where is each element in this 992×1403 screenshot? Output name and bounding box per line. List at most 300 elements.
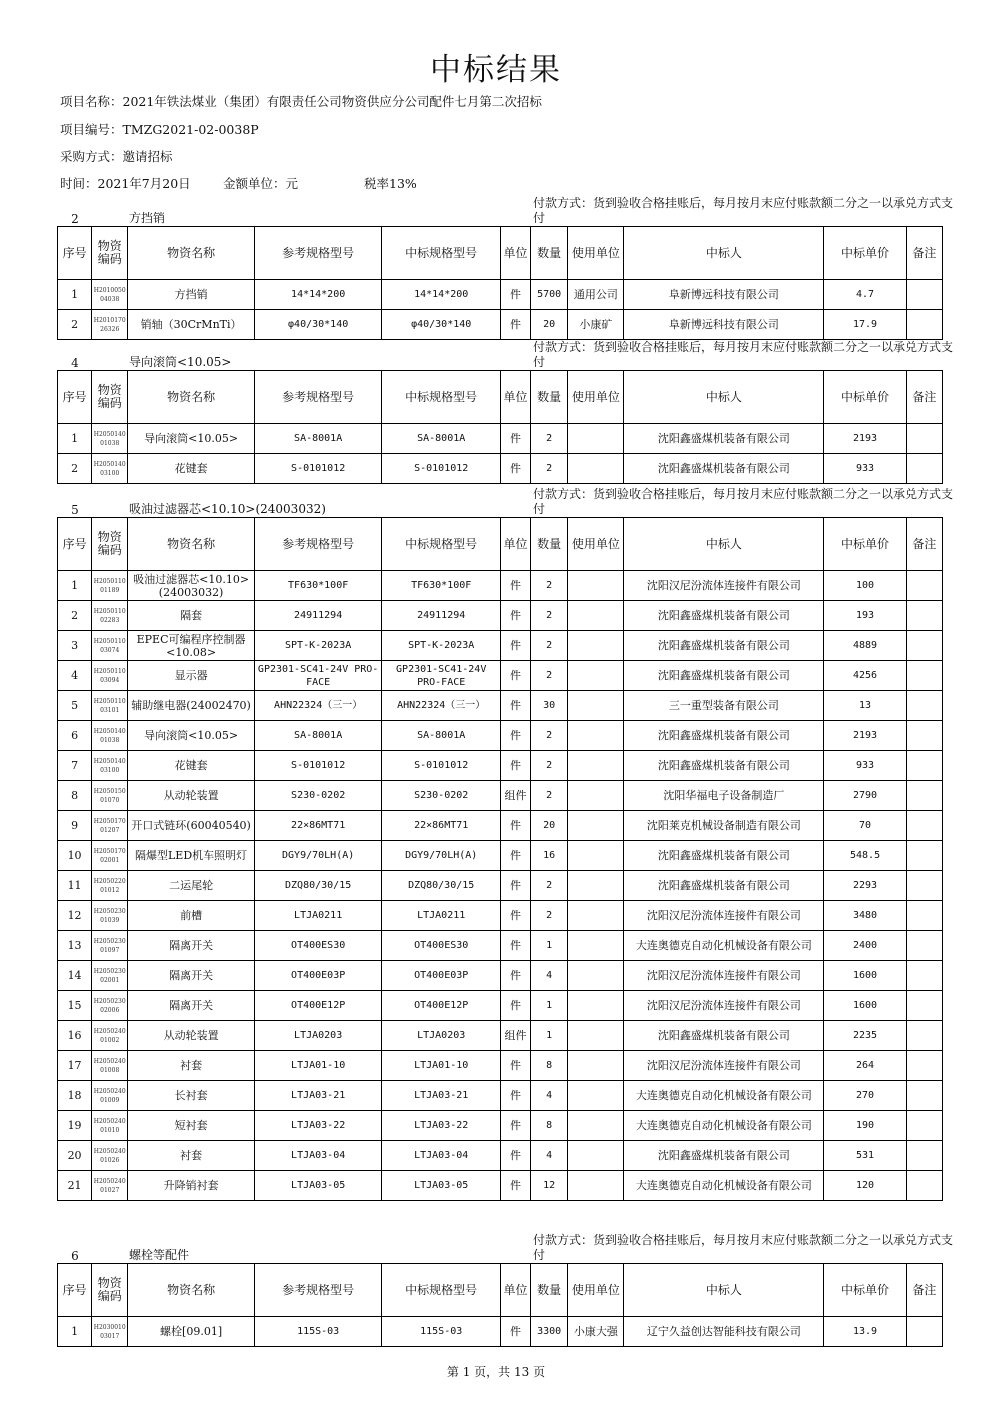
- cell-ref: DZQ80/30/15: [254, 871, 382, 901]
- cell-winner: 沈阳鑫盛煤机装备有限公司: [624, 871, 824, 901]
- cell-price: 1600: [824, 991, 906, 1021]
- cell-ref: φ40/30*140: [254, 310, 382, 340]
- payment-terms: 付款方式：货到验收合格挂账后，每月按月末应付账款额二分之一以承兑方式支付: [533, 340, 954, 369]
- cell-user: [568, 601, 624, 631]
- cell-winner: 沈阳鑫盛煤机装备有限公司: [624, 751, 824, 781]
- cell-price: 548.5: [824, 841, 906, 871]
- cell-seq: 19: [58, 1111, 92, 1141]
- cell-winner: 沈阳鑫盛煤机装备有限公司: [624, 454, 824, 484]
- cell-qty: 2: [531, 601, 568, 631]
- column-header-note: 备注: [906, 371, 942, 424]
- column-header-price: 中标单价: [824, 1264, 906, 1317]
- cell-unit: 件: [500, 280, 530, 310]
- cell-unit: 件: [500, 721, 530, 751]
- column-header-spec: 中标规格型号: [382, 1264, 501, 1317]
- cell-note: [906, 691, 942, 721]
- cell-spec: SA-8001A: [382, 424, 501, 454]
- cell-note: [906, 991, 942, 1021]
- cell-seq: 18: [58, 1081, 92, 1111]
- cell-winner: 沈阳鑫盛煤机装备有限公司: [624, 424, 824, 454]
- cell-name: 辅助继电器(24002470): [128, 691, 255, 721]
- cell-spec: LTJA03-05: [382, 1171, 501, 1201]
- cell-spec: LTJA03-04: [382, 1141, 501, 1171]
- cell-price: 2400: [824, 931, 906, 961]
- table-row: [58, 1171, 943, 1201]
- column-header-winner: 中标人: [624, 371, 824, 424]
- cell-unit: 件: [500, 310, 530, 340]
- cell-spec: LTJA03-22: [382, 1111, 501, 1141]
- cell-price: 70: [824, 811, 906, 841]
- table-row: [58, 991, 943, 1021]
- cell-name: 隔离开关: [128, 991, 255, 1021]
- cell-name: 开口式链环(60040540): [128, 811, 255, 841]
- tax-rate: 税率13%: [364, 176, 417, 191]
- table-row: [58, 751, 943, 781]
- cell-name: 导向滚筒<10.05>: [128, 721, 255, 751]
- cell-seq: 6: [58, 721, 92, 751]
- cell-note: [906, 424, 942, 454]
- cell-user: [568, 991, 624, 1021]
- cell-seq: 2: [58, 454, 92, 484]
- cell-note: [906, 661, 942, 691]
- cell-name: 隔爆型LED机车照明灯: [128, 841, 255, 871]
- section-name: 导向滚筒<10.05>: [129, 355, 232, 369]
- cell-name: 隔离开关: [128, 961, 255, 991]
- cell-winner: 阜新博远科技有限公司: [624, 310, 824, 340]
- cell-ref: LTJA03-22: [254, 1111, 382, 1141]
- cell-note: [906, 571, 942, 601]
- column-header-qty: 数量: [531, 227, 568, 280]
- cell-code: H2050110 03101: [92, 691, 128, 721]
- cell-unit: 件: [500, 1081, 530, 1111]
- cell-note: [906, 631, 942, 661]
- cell-note: [906, 931, 942, 961]
- column-header-note: 备注: [906, 1264, 942, 1317]
- cell-code: H2050140 01038: [92, 424, 128, 454]
- cell-user: [568, 811, 624, 841]
- cell-price: 2790: [824, 781, 906, 811]
- cell-code: H2050110 01189: [92, 571, 128, 601]
- cell-spec: LTJA0203: [382, 1021, 501, 1051]
- cell-qty: 1: [531, 1021, 568, 1051]
- cell-ref: GP2301-SC41-24V PRO-FACE: [254, 661, 382, 691]
- cell-qty: 4: [531, 1141, 568, 1171]
- cell-code: H2050170 01207: [92, 811, 128, 841]
- cell-spec: TF630*100F: [382, 571, 501, 601]
- table-header-row: [58, 227, 943, 280]
- cell-unit: 件: [500, 811, 530, 841]
- page-footer: 第 1 页，共 13 页: [446, 1365, 546, 1379]
- cell-note: [906, 1317, 942, 1347]
- cell-spec: OT400ES30: [382, 931, 501, 961]
- purchase-method: 采购方式：邀请招标: [60, 149, 173, 164]
- bid-result-table: [57, 1263, 943, 1347]
- cell-unit: 件: [500, 424, 530, 454]
- cell-user: 小康矿: [568, 310, 624, 340]
- cell-name: 前槽: [128, 901, 255, 931]
- cell-name: 花键套: [128, 751, 255, 781]
- cell-spec: LTJA01-10: [382, 1051, 501, 1081]
- cell-code: H2050140 03100: [92, 751, 128, 781]
- cell-unit: 件: [500, 631, 530, 661]
- cell-spec: 14*14*200: [382, 280, 501, 310]
- table-row: [58, 661, 943, 691]
- table-row: [58, 781, 943, 811]
- cell-ref: OT400E03P: [254, 961, 382, 991]
- cell-note: [906, 901, 942, 931]
- table-row: [58, 424, 943, 454]
- bid-result-table: [57, 517, 943, 1201]
- cell-note: [906, 1051, 942, 1081]
- cell-price: 13.9: [824, 1317, 906, 1347]
- cell-user: [568, 454, 624, 484]
- cell-winner: 大连奥德克自动化机械设备有限公司: [624, 1111, 824, 1141]
- cell-unit: 件: [500, 1141, 530, 1171]
- cell-ref: SPT-K-2023A: [254, 631, 382, 661]
- cell-user: [568, 571, 624, 601]
- cell-price: 531: [824, 1141, 906, 1171]
- cell-price: 2193: [824, 721, 906, 751]
- cell-winner: 沈阳莱克机械设备制造有限公司: [624, 811, 824, 841]
- section-number: 2: [71, 212, 79, 226]
- cell-code: H2050140 01038: [92, 721, 128, 751]
- section-header: [57, 1233, 954, 1263]
- cell-user: [568, 1111, 624, 1141]
- column-header-code: 物资编码: [92, 518, 128, 571]
- cell-qty: 5700: [531, 280, 568, 310]
- cell-user: [568, 961, 624, 991]
- cell-price: 3480: [824, 901, 906, 931]
- cell-ref: LTJA0203: [254, 1021, 382, 1051]
- cell-ref: LTJA03-04: [254, 1141, 382, 1171]
- cell-unit: 件: [500, 601, 530, 631]
- cell-code: H2050110 03094: [92, 661, 128, 691]
- cell-seq: 20: [58, 1141, 92, 1171]
- cell-seq: 4: [58, 661, 92, 691]
- cell-seq: 14: [58, 961, 92, 991]
- table-header-row: [58, 518, 943, 571]
- cell-code: H2050240 01002: [92, 1021, 128, 1051]
- cell-seq: 1: [58, 1317, 92, 1347]
- cell-note: [906, 721, 942, 751]
- cell-price: 13: [824, 691, 906, 721]
- cell-qty: 2: [531, 424, 568, 454]
- column-header-seq: 序号: [58, 1264, 92, 1317]
- cell-seq: 9: [58, 811, 92, 841]
- table-row: [58, 571, 943, 601]
- section-name: 螺栓等配件: [129, 1248, 190, 1262]
- column-header-name: 物资名称: [128, 227, 255, 280]
- cell-user: 小康大强: [568, 1317, 624, 1347]
- cell-ref: LTJA0211: [254, 901, 382, 931]
- table-row: [58, 931, 943, 961]
- cell-spec: 24911294: [382, 601, 501, 631]
- cell-qty: 20: [531, 310, 568, 340]
- cell-price: 120: [824, 1171, 906, 1201]
- cell-note: [906, 1141, 942, 1171]
- cell-name: 从动轮装置: [128, 781, 255, 811]
- column-header-spec: 中标规格型号: [382, 371, 501, 424]
- column-header-unit: 单位: [500, 518, 530, 571]
- cell-qty: 2: [531, 721, 568, 751]
- cell-name: EPEC可编程序控制器<10.08>: [128, 631, 255, 661]
- cell-spec: S230-0202: [382, 781, 501, 811]
- cell-price: 2235: [824, 1021, 906, 1051]
- cell-price: 17.9: [824, 310, 906, 340]
- cell-note: [906, 454, 942, 484]
- column-header-ref: 参考规格型号: [254, 1264, 382, 1317]
- table-row: [58, 1111, 943, 1141]
- section-header: [57, 196, 954, 226]
- column-header-note: 备注: [906, 227, 942, 280]
- cell-user: [568, 781, 624, 811]
- column-header-code: 物资编码: [92, 371, 128, 424]
- cell-name: 短衬套: [128, 1111, 255, 1141]
- cell-name: 从动轮装置: [128, 1021, 255, 1051]
- cell-seq: 12: [58, 901, 92, 931]
- cell-unit: 件: [500, 691, 530, 721]
- cell-seq: 1: [58, 424, 92, 454]
- table-row: [58, 280, 943, 310]
- cell-name: 长衬套: [128, 1081, 255, 1111]
- cell-seq: 17: [58, 1051, 92, 1081]
- column-header-user: 使用单位: [568, 227, 624, 280]
- cell-seq: 15: [58, 991, 92, 1021]
- cell-note: [906, 781, 942, 811]
- column-header-unit: 单位: [500, 1264, 530, 1317]
- cell-winner: 沈阳汉尼汾流体连接件有限公司: [624, 571, 824, 601]
- cell-seq: 1: [58, 280, 92, 310]
- cell-unit: 件: [500, 1317, 530, 1347]
- table-row: [58, 310, 943, 340]
- cell-name: 导向滚筒<10.05>: [128, 424, 255, 454]
- cell-code: H2010170 26326: [92, 310, 128, 340]
- cell-unit: 件: [500, 1051, 530, 1081]
- cell-code: H2050220 01012: [92, 871, 128, 901]
- cell-ref: AHN22324（三一）: [254, 691, 382, 721]
- table-row: [58, 1317, 943, 1347]
- cell-note: [906, 1081, 942, 1111]
- cell-winner: 沈阳鑫盛煤机装备有限公司: [624, 841, 824, 871]
- column-header-unit: 单位: [500, 227, 530, 280]
- column-header-name: 物资名称: [128, 1264, 255, 1317]
- cell-qty: 8: [531, 1051, 568, 1081]
- table-row: [58, 961, 943, 991]
- cell-code: H2050230 01039: [92, 901, 128, 931]
- cell-spec: DZQ80/30/15: [382, 871, 501, 901]
- cell-code: H2050230 02006: [92, 991, 128, 1021]
- cell-seq: 2: [58, 601, 92, 631]
- cell-winner: 辽宁久益创达智能科技有限公司: [624, 1317, 824, 1347]
- cell-unit: 件: [500, 751, 530, 781]
- cell-seq: 8: [58, 781, 92, 811]
- cell-code: H2050150 01070: [92, 781, 128, 811]
- cell-qty: 1: [531, 991, 568, 1021]
- cell-spec: SPT-K-2023A: [382, 631, 501, 661]
- cell-code: H2050240 01010: [92, 1111, 128, 1141]
- cell-ref: S-0101012: [254, 454, 382, 484]
- cell-unit: 件: [500, 841, 530, 871]
- column-header-code: 物资编码: [92, 227, 128, 280]
- cell-ref: LTJA03-05: [254, 1171, 382, 1201]
- cell-unit: 件: [500, 901, 530, 931]
- cell-price: 1600: [824, 961, 906, 991]
- cell-winner: 大连奥德克自动化机械设备有限公司: [624, 931, 824, 961]
- currency-unit: 金额单位：元: [223, 176, 299, 191]
- cell-unit: 件: [500, 991, 530, 1021]
- table-row: [58, 841, 943, 871]
- cell-note: [906, 961, 942, 991]
- cell-code: H2050170 02001: [92, 841, 128, 871]
- table-row: [58, 601, 943, 631]
- column-header-name: 物资名称: [128, 371, 255, 424]
- table-row: [58, 901, 943, 931]
- table-row: [58, 871, 943, 901]
- column-header-unit: 单位: [500, 371, 530, 424]
- cell-winner: 沈阳汉尼汾流体连接件有限公司: [624, 901, 824, 931]
- meta-line: [60, 174, 417, 192]
- cell-note: [906, 871, 942, 901]
- cell-seq: 13: [58, 931, 92, 961]
- page-title: 中标结果: [430, 52, 562, 88]
- cell-ref: SA-8001A: [254, 424, 382, 454]
- cell-price: 4256: [824, 661, 906, 691]
- cell-spec: OT400E12P: [382, 991, 501, 1021]
- project-number: 项目编号：TMZG2021-02-0038P: [60, 122, 259, 137]
- column-header-winner: 中标人: [624, 1264, 824, 1317]
- section-number: 4: [71, 356, 79, 370]
- cell-spec: DGY9/70LH(A): [382, 841, 501, 871]
- cell-qty: 16: [531, 841, 568, 871]
- column-header-seq: 序号: [58, 371, 92, 424]
- payment-terms: 付款方式：货到验收合格挂账后，每月按月末应付账款额二分之一以承兑方式支付: [533, 196, 954, 225]
- cell-qty: 2: [531, 631, 568, 661]
- cell-user: [568, 901, 624, 931]
- cell-unit: 件: [500, 454, 530, 484]
- cell-user: [568, 871, 624, 901]
- table-row: [58, 1051, 943, 1081]
- cell-note: [906, 1021, 942, 1051]
- table-row: [58, 1081, 943, 1111]
- cell-code: H2050230 01097: [92, 931, 128, 961]
- section-number: 5: [71, 503, 79, 517]
- cell-qty: 3300: [531, 1317, 568, 1347]
- cell-winner: 三一重型装备有限公司: [624, 691, 824, 721]
- cell-user: [568, 751, 624, 781]
- cell-spec: 22×86MT71: [382, 811, 501, 841]
- cell-price: 933: [824, 454, 906, 484]
- cell-code: H2050240 01026: [92, 1141, 128, 1171]
- cell-winner: 阜新博远科技有限公司: [624, 280, 824, 310]
- cell-ref: SA-8001A: [254, 721, 382, 751]
- column-header-qty: 数量: [531, 1264, 568, 1317]
- cell-name: 二运尾轮: [128, 871, 255, 901]
- cell-price: 193: [824, 601, 906, 631]
- column-header-qty: 数量: [531, 518, 568, 571]
- cell-unit: 件: [500, 1111, 530, 1141]
- cell-spec: S-0101012: [382, 454, 501, 484]
- cell-qty: 2: [531, 661, 568, 691]
- cell-qty: 4: [531, 1081, 568, 1111]
- cell-seq: 1: [58, 571, 92, 601]
- cell-spec: 115S-03: [382, 1317, 501, 1347]
- cell-ref: 14*14*200: [254, 280, 382, 310]
- cell-spec: OT400E03P: [382, 961, 501, 991]
- cell-unit: 件: [500, 931, 530, 961]
- cell-price: 4.7: [824, 280, 906, 310]
- column-header-seq: 序号: [58, 227, 92, 280]
- cell-seq: 5: [58, 691, 92, 721]
- cell-winner: 沈阳汉尼汾流体连接件有限公司: [624, 961, 824, 991]
- cell-code: H2050110 02283: [92, 601, 128, 631]
- date: 时间：2021年7月20日: [60, 176, 191, 191]
- cell-winner: 沈阳汉尼汾流体连接件有限公司: [624, 1051, 824, 1081]
- cell-qty: 2: [531, 781, 568, 811]
- cell-note: [906, 601, 942, 631]
- cell-code: H2050240 01009: [92, 1081, 128, 1111]
- cell-winner: 沈阳鑫盛煤机装备有限公司: [624, 601, 824, 631]
- cell-note: [906, 751, 942, 781]
- cell-unit: 件: [500, 571, 530, 601]
- cell-code: H2050140 03100: [92, 454, 128, 484]
- column-header-ref: 参考规格型号: [254, 518, 382, 571]
- cell-user: [568, 1081, 624, 1111]
- table-row: [58, 811, 943, 841]
- cell-name: 升降销衬套: [128, 1171, 255, 1201]
- cell-winner: 大连奥德克自动化机械设备有限公司: [624, 1081, 824, 1111]
- table-row: [58, 631, 943, 661]
- cell-qty: 20: [531, 811, 568, 841]
- cell-note: [906, 280, 942, 310]
- cell-user: [568, 1171, 624, 1201]
- section-number: 6: [71, 1249, 79, 1263]
- cell-unit: 件: [500, 961, 530, 991]
- cell-ref: S230-0202: [254, 781, 382, 811]
- cell-user: [568, 424, 624, 454]
- cell-qty: 2: [531, 454, 568, 484]
- cell-code: H2050240 01008: [92, 1051, 128, 1081]
- column-header-spec: 中标规格型号: [382, 227, 501, 280]
- cell-user: [568, 631, 624, 661]
- bid-result-table: [57, 226, 943, 340]
- cell-unit: 件: [500, 871, 530, 901]
- cell-price: 264: [824, 1051, 906, 1081]
- cell-seq: 2: [58, 310, 92, 340]
- cell-price: 2193: [824, 424, 906, 454]
- cell-qty: 2: [531, 751, 568, 781]
- column-header-price: 中标单价: [824, 371, 906, 424]
- column-header-price: 中标单价: [824, 518, 906, 571]
- cell-spec: LTJA03-21: [382, 1081, 501, 1111]
- table-row: [58, 454, 943, 484]
- section-header: [57, 340, 954, 370]
- cell-name: 衬套: [128, 1141, 255, 1171]
- cell-user: [568, 721, 624, 751]
- column-header-qty: 数量: [531, 371, 568, 424]
- cell-ref: 24911294: [254, 601, 382, 631]
- table-row: [58, 721, 943, 751]
- payment-terms: 付款方式：货到验收合格挂账后，每月按月末应付账款额二分之一以承兑方式支付: [533, 1233, 954, 1262]
- cell-ref: DGY9/70LH(A): [254, 841, 382, 871]
- column-header-price: 中标单价: [824, 227, 906, 280]
- cell-qty: 8: [531, 1111, 568, 1141]
- cell-user: [568, 691, 624, 721]
- cell-winner: 沈阳鑫盛煤机装备有限公司: [624, 661, 824, 691]
- cell-ref: LTJA01-10: [254, 1051, 382, 1081]
- cell-winner: 沈阳鑫盛煤机装备有限公司: [624, 1021, 824, 1051]
- cell-name: 显示器: [128, 661, 255, 691]
- column-header-ref: 参考规格型号: [254, 371, 382, 424]
